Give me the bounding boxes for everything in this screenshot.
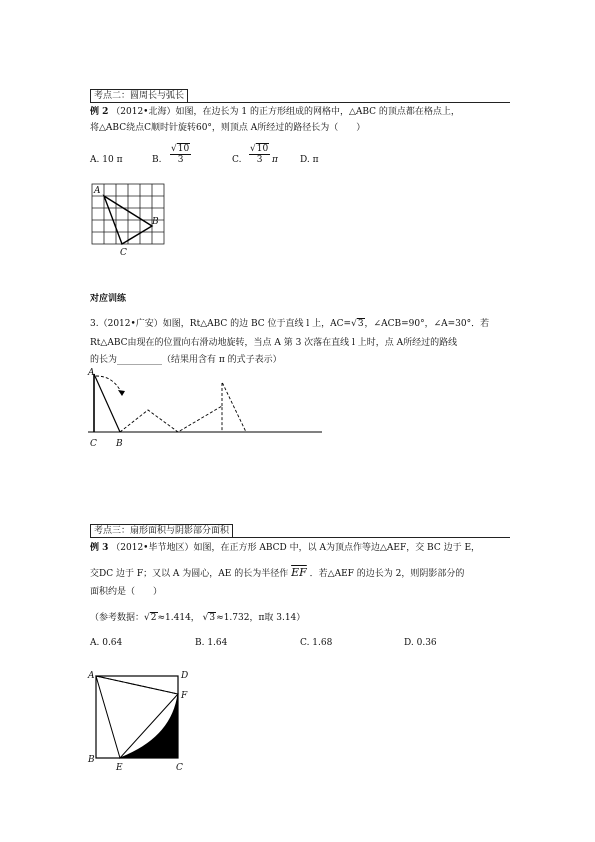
example2-grid-figure (88, 180, 168, 262)
example2-option-c-label: C. (232, 155, 242, 165)
arc-path (96, 376, 122, 394)
ref-sqrt3: 3 (209, 613, 216, 623)
training-line2: Rt△ABC由现在的位置向右滑动地旋转，当点 A 第 3 次落在直线 l 上时，点 A所经过的路线 (90, 338, 458, 348)
example2-line1 (90, 106, 460, 118)
arrow-head (118, 390, 125, 396)
path-peak (222, 382, 246, 432)
example2-option-c-num: 10 (256, 144, 269, 154)
example3-option-d: D. 0.36 (404, 638, 437, 648)
grid-label-c: C (120, 248, 127, 258)
square-label-b: B (88, 755, 95, 765)
ref-sqrt2: 2 (150, 613, 157, 623)
example2-text1: （2012•北海）如图，在边长为 1 的正方形组成的网格中，△ABC 的顶点都在格点上， (111, 107, 460, 117)
rolling-label-a: A (88, 368, 95, 378)
section3-header: 考点三：扇形面积与阴影部分面积 (90, 524, 233, 538)
example3-line1 (90, 542, 480, 554)
training-sqrt3: 3 (357, 319, 364, 329)
example3-line3: 面积约是（ ） (90, 587, 163, 597)
path-segments (120, 406, 222, 432)
example2-option-b-num: 10 (177, 144, 190, 154)
example2-option-b-fraction: $\frac{√10}{3}$ (171, 144, 190, 165)
example2-option-c-pi: π (272, 155, 278, 165)
example2-option-d: D. π (300, 155, 319, 165)
example3-option-c: C. 1.68 (300, 638, 333, 648)
grid-lines (92, 184, 164, 244)
example3-reference: （参考数据：√2≈1.414， √3≈1.732，π取 3.14） (90, 613, 306, 623)
section2-header: 考点二：圆周长与弧长 (90, 89, 188, 103)
side-ab (94, 374, 120, 432)
training-title: 对应训练 (90, 294, 127, 304)
square-label-c: C (176, 763, 183, 773)
grid-label-a: A (94, 186, 101, 196)
training-line1: 3.（2012•广安）如图，Rt△ABC 的边 BC 位于直线 l 上，AC=√3，∠ACB=90°，∠A=30°．若 (90, 319, 490, 329)
rolling-label-b: B (116, 439, 123, 449)
square-label-a: A (88, 671, 95, 681)
example2-option-a: A. 10 π (90, 155, 123, 165)
example2-option-b-den: 3 (177, 155, 184, 165)
example3-text1: （2012•毕节地区）如图，在正方形 ABCD 中，以 A为顶点作等边△AEF，交 BC 边于 E， (111, 543, 481, 553)
training-line3: 的长为__________（结果用含有 π 的式子表示） (90, 355, 282, 365)
square-label-f: F (181, 691, 188, 701)
example2-label: 例 2 (90, 107, 109, 117)
example3-option-b: B. 1.64 (195, 638, 228, 648)
square-figure (86, 666, 198, 774)
example3-line2: 交DC 边于 F；又以 A 为圆心，AE 的长为半径作 $\overline{EF}$ ．若△AEF 的边长为 2，则阴影部分的 (90, 566, 465, 579)
square-label-d: D (181, 671, 189, 681)
example3-option-a: A. 0.64 (90, 638, 123, 648)
arc-ef: $\overline{EF}$ (291, 566, 307, 579)
example3-label: 例 3 (90, 543, 109, 553)
example2-option-b-label: B. (152, 155, 162, 165)
grid-label-b: B (152, 217, 159, 227)
square-label-e: E (116, 763, 123, 773)
example2-line2: 将△ABC绕点C顺时针旋转60°，则顶点 A所经过的路径长为（ ） (90, 123, 366, 133)
rolling-triangle-figure (86, 364, 326, 452)
example2-option-c-fraction: $\frac{√10}{3}$ (250, 144, 269, 165)
rolling-label-c: C (90, 439, 97, 449)
example2-option-c-den: 3 (256, 155, 263, 165)
